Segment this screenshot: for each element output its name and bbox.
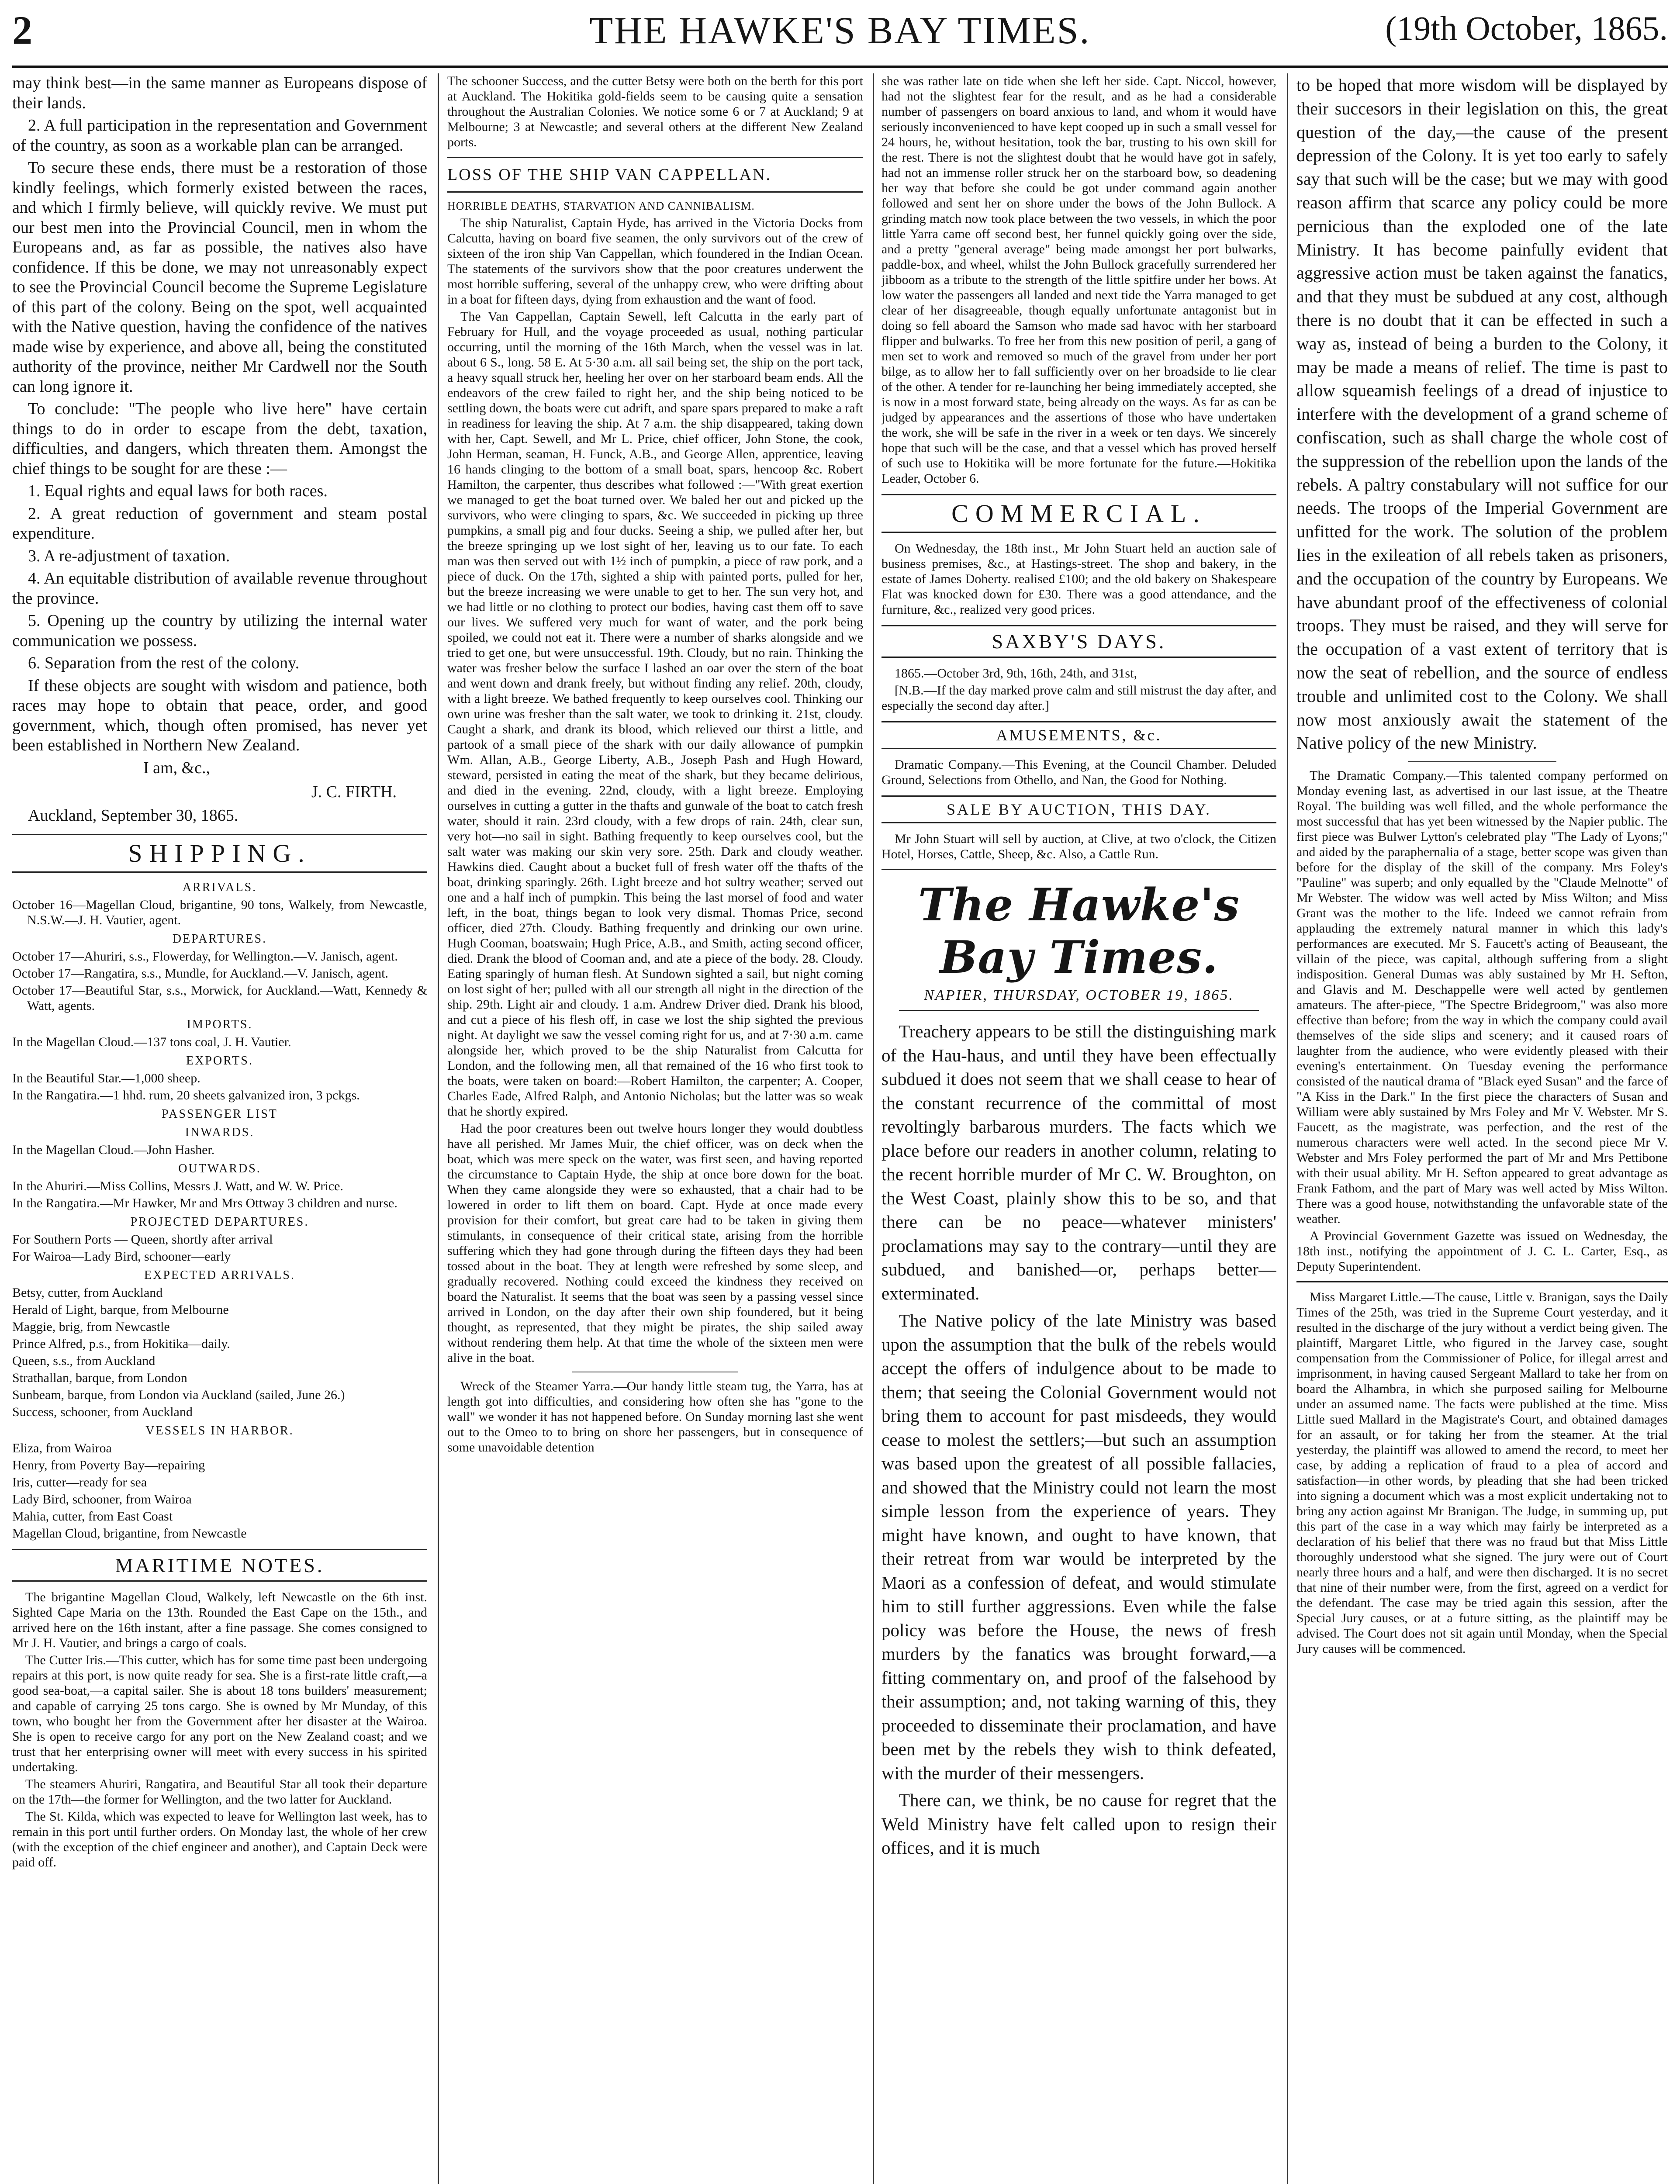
article-text: Miss Margaret Little.—The cause, Little v. Branigan, says the Daily Times of the 25th, was tried in the Supreme Court yesterday, and it resulted in the discharge of the jury without a verdict being given. The plaintiff, Margaret Little, who figured in the Jarvey case, sought compensation from the Commissioner of Police, for illegal arrest and imprisonment, in having caused Sergeant Mallard to take her from on board the Alhambra, in which she purposed sailing for Melbourne under an assumed name. The facts were published at the time. Miss Little sued Mallard in the Magistrate's Court, and obtained damages for an assault, or for taking her from the steamer. At the trial yesterday, the plaintiff was allowed to amend the record, to meet her case, by adding a replication of fraud to a plea of accord and satisfaction—in other words, by pleading that she had been tricked into signing a document which was a most explicit undertaking not to bring any action against Mr Branigan. The Judge, in summing up, put this part of the case in a way which may fairly be interpreted as a declaration of his belief that there was no fraud but that Miss Little thoroughly understood what she signed. The jury were out of Court nearly three hours and a half, and were then discharged. It is no secret that nine of their number were, from the first, agreed on a verdict for the defendant. The case may be tried again this session, after the Special Jury causes, or at a future sitting, as the plaintiff may be advised. The Court does not sit again until Monday, when the Special Jury causes will be commenced. xyxy=(1296,1290,1668,1656)
editorial-text: to be hoped that more wisdom will be displayed by their succesors in their legislation on this, the great question of the day,—the cause of the present depression of the Colony. It is yet too early to safely say that such will be the case; but we may with good reason affirm that scarce any policy could be more pernicious than the exploded one of the late Ministry. It has become painfully evident that aggressive action must be taken against the fanatics, and that they must be subdued at any cost, although there is no doubt that it can be effected in such a way as, instead of being a burden to the Colony, it may be made a means of relief. The time is past to allow squeamish feelings of a dread of injustice to interfere with the development of a grand scheme of confiscation, such as shall charge the whole cost of the suppression of the rebellion upon the lands of the rebels. A paltry constabulary will not suffice for our needs. The troops of the Imperial Government are unfitted for the work. The solution of the problem lies in the exileation of all rebels taken as prisoners, and the occupation of the country by Europeans. We have abundant proof of the effectiveness of colonial troops. They must be raised, and they will serve for the occupation of a vast extent of territory that is now the seat of rebellion, and the source of endless trouble and unlimited cost to the Colony. We shall now most anxiously await the statement of the Native policy of the new Ministry. xyxy=(1296,75,1668,753)
article-text: may think best—in the same manner as Europeans dispose of their lands. xyxy=(12,74,427,112)
shipping-list xyxy=(12,881,427,1541)
editorial-text: There can, we think, be no cause for regret that the Weld Ministry have felt called upon to resign their offices, and it is much xyxy=(881,1790,1276,1858)
shipping-entry: Herald of Light, barque, from Melbourne xyxy=(12,1302,229,1317)
shipping-entry: Sunbeam, barque, from London via Auckland (sailed, June 26.) xyxy=(12,1387,345,1402)
article-text: The Dramatic Company.—This talented company performed on Monday evening last, as advertised in our last issue, at the Theatre Royal. The building was well filled, and the whole performance the most successful that has yet been witnessed by the Napier public. The first piece was Bulwer Lytton's celebrated play "The Lady of Lyons;" and aided by the paraphernalia of a stage, better scope was given than before for the display of the skill of the company. Mrs Foley's "Pauline" was superb; and only equalled by the "Claude Melnotte" of Mr Webster. The widow was well acted by Miss Wilton; and Miss Grant was the mother to the life. Indeed we cannot refrain from applauding the extremely natural manner in which this lady's performances are executed. Mr S. Faucett's acting of Beauseant, the villain of the piece, was capital, although suffering from a slight indisposition. General Dumas was ably sustained by Mr H. Sefton, and Glavis and M. Deschappelle were well acted by gentlemen amateurs. The after-piece, "The Spectre Bridegroom," was also more effective than before; from the way in which the company could avail themselves of the side slips and scenery; and it caused roars of laughter from the audience, who were evidently pleased with their evening's entertainment. On Tuesday evening the performance consisted of the nautical drama of "Black eyed Susan" and the farce of "A Kiss in the Dark." In the first piece the characters of Susan and William were ably sustained by Mrs Foley and Mr V. Webster. Mr S. Faucett, as the magistrate, was perfection, and the rest of the numerous characters were well acted. In the second piece Mr V. Webster and Mrs Foley performed the part of Mr and Mrs Pettibone with their usual ability. Mr H. Sefton appeared to great advantage as Frank Fathom, and the part of Mary was well acted by Miss Wilton. There was a good house, notwithstanding the unfavorable state of the weather. xyxy=(1296,768,1668,1227)
blackletter-title: The Hawke's Bay Times. xyxy=(918,879,1240,984)
list-item: 2. A great reduction of government and steam postal expenditure. xyxy=(12,504,427,543)
shipping-banner: SHIPPING. xyxy=(12,834,427,873)
shipping-entry: October 17—Beautiful Star, s.s., Morwick, for Auckland.—Watt, Kennedy & Watt, agents. xyxy=(12,983,427,1013)
editorial-text: The Native policy of the late Ministry was based upon the assumption that the bulk of the rebels would accept the offers of indulgence about to be made to them; that seeing the Colonial Government would not bring them to account for past misdeeds, they would cease to molest the settlers;—but such an assumption was based upon the greatest of all possible fallacies, and showed that the Ministry could not learn the most simple lesson from the experience of years. They might have known, and ought to have known, that their retreat from war would be interpreted by the Maori as a confession of defeat, and would stimulate him to still further aggressions. Even while the false policy was before the House, the news of fresh murders by the fanatics was brought forward,—a fitting commentary on, and proof of the falsehood by their assumption; and, not taking warning of this, they proceeded to disseminate their proclamation, and have been met by the rebels they wish to think defeated, with the murder of their messengers. xyxy=(881,1310,1276,1783)
newspaper-page xyxy=(12,0,1668,2184)
article-heading: LOSS OF THE SHIP VAN CAPPELLAN. xyxy=(447,166,771,184)
article-text: A Provincial Government Gazette was issued on Wednesday, the 18th inst., notifying the appointment of J. C. L. Carter, Esq., as Deputy Superintendent. xyxy=(1296,1229,1668,1274)
article-text: To conclude: "The people who live here" have certain things to do in order to escape from the debt, taxation, difficulties, and dangers, which threaten them. Amongst the chief things to be sought for are these :— xyxy=(12,400,427,478)
section-rule xyxy=(447,191,863,193)
article-text: Wreck of the Steamer Yarra.—Our handy little steam tug, the Yarra, has at length got into difficulties, and considering how often she has "gone to the wall" we wonder it has not happened before. On Sunday morning last she went out to the Omeo to to bring on shore her passengers, but in consequence of some unavoidable detention xyxy=(447,1379,863,1455)
article-text: Dramatic Company.—This Evening, at the Council Chamber. Deluded Ground, Selections from Othello, and Nan, the Good for Nothing. xyxy=(881,757,1276,787)
list-item: 3. A re-adjustment of taxation. xyxy=(28,546,230,565)
shipping-subhead: PROJECTED DEPARTURES. xyxy=(130,1215,309,1229)
section-rule xyxy=(1408,761,1556,762)
shipping-subhead: EXPORTS. xyxy=(186,1054,253,1068)
section-rule xyxy=(881,869,1276,870)
article-text: 2. A full participation in the representation and Government of the country, as soon as a workable plan can be arranged. xyxy=(12,116,427,155)
shipping-entry: October 17—Ahuriri, s.s., Flowerday, for Wellington.—V. Janisch, agent. xyxy=(12,949,398,964)
article-text: To secure these ends, there must be a restoration of those kindly feelings, which formerly existed between the races, and which I firmly believe, will quickly revive. We must put our best men into the Provincial Council, men in whom the Europeans and, as far as possible, the natives also have confidence. If this be done, we may not unreasonably expect to see the Provincial Council become the Supreme Legislature of this part of the colony. Being on the spot, well acquainted with the Native question, having the confidence of the natives made wise by experience, and above all, being the constituted authority of the province, neither Mr Cardwell nor the South can long ignore it. xyxy=(12,159,427,396)
objects-list xyxy=(12,481,427,674)
shipping-subhead: DEPARTURES. xyxy=(172,932,267,946)
article-text: Had the poor creatures been out twelve hours longer they would doubtless have all perished. Mr James Muir, the chief officer, was on deck when the boat, which was mere speck on the water, was first seen, and having reported the circumstance to Captain Hyde, the ship at once bore down for the boat. When they came alongside they were so exhausted, that a chair had to be lowered in order to lift them on board. Capt. Hyde at once made every provision for their comfort, but great care had to be taken in giving them stimulants, in consequence of their critical state, arising from the horrible suffering which they had gone through during the fifteen days they had been tossed about in the boat. They at length were refreshed by some sleep, and gradually recovered. Nothing could exceed the kindness they received on board the Naturalist. It seems that the boat was seen by a passing vessel since arrived in London, on the day after their own ship foundered, but it being thought, as represented, that they might be pirates, the ship sailed away without rendering them help. At that time the whole of the sixteen men were alive in the boat. xyxy=(447,1121,863,1365)
shipping-entry: Queen, s.s., from Auckland xyxy=(12,1353,156,1368)
shipping-subhead: EXPECTED ARRIVALS. xyxy=(144,1268,295,1282)
article-text: she was rather late on tide when she left her side. Capt. Niccol, however, had not the slightest fear for the result, and as he had a considerable number of passengers on board anxious to land, and whom it would have seriously inconvenienced to have kept cooped up in such a small vessel for 24 hours, he, without hesitation, took the bar, trusting to his own skill for the rest. There is not the slightest doubt that he would have got in safely, had not an immense roller struck her on the starboard bow, so deadening her way that before she could be got under command again another followed and sent her on shore under the bows of the John Bullock. A grinding match now took place between the two vessels, in which the poor little Yarra came off second best, her funnel quickly going over the side, and a pretty "general average" being made amongst her port bulwarks, paddle-box, and wheel, whilst the John Bullock gracefully surrendered her jibboom as a tribute to the strength of the little spitfire under her bows. At low water the passengers all landed and next tide the Yarra managed to get clear of her disagreeable, though equally unfortunate antagonist but in doing so fell aboard the Samson who made sad havoc with her starboard flipper and bulwarks. To free her from this new position of peril, a gang of men set to work and removed so much of the gravel from under her port bilge, as to allow her to fall sufficiently over on her broadside to lie clear of the other. A tender for re-launching her being immediately accepted, she is now in a most forward state, being already on the ways. As far as can be judged by appearances and the assertions of those who have undertaken the work, she will be safe in the river in a week or ten days. We sincerely hope that such will be the case, and that a vessel which has proved herself of such use to Hokitika will be more fortunate for the future.—Hokitika Leader, October 6. xyxy=(881,74,1276,486)
amusements-banner: AMUSEMENTS, &c. xyxy=(881,721,1276,749)
masthead-rule xyxy=(12,66,1668,68)
letter-place: Auckland, September 30, 1865. xyxy=(28,806,239,825)
article-text: On Wednesday, the 18th inst., Mr John Stuart held an auction sale of business premises, &c., at Hastings-street. The shop and bakery, in the estate of James Doherty. realised £100; and the old bakery on Shakespeare Flat was knocked down for £30. There was a good attendance, and the furniture, &c., realized very good prices. xyxy=(881,541,1276,617)
shipping-subhead: VESSELS IN HARBOR. xyxy=(145,1424,294,1438)
shipping-entry: Eliza, from Wairoa xyxy=(12,1441,112,1455)
maritime-note: The St. Kilda, which was expected to leave for Wellington last week, has to remain in this port until further orders. On Monday last, the whole of her crew (with the exception of the chief engineer and another), and Captain Deck were paid off. xyxy=(12,1809,427,1870)
page-number: 2 xyxy=(12,8,32,52)
shipping-entry: Strathallan, barque, from London xyxy=(12,1370,187,1385)
saxby-dates: 1865.—October 3rd, 9th, 16th, 24th, and 31st, xyxy=(895,666,1137,681)
shipping-entry: In the Magellan Cloud.—137 tons coal, J. H. Vautier. xyxy=(12,1034,291,1049)
shipping-entry: In the Ahuriri.—Miss Collins, Messrs J. Watt, and W. W. Price. xyxy=(12,1178,343,1193)
list-item: 4. An equitable distribution of available revenue throughout the province. xyxy=(12,569,427,608)
saxby-banner: SAXBY'S DAYS. xyxy=(881,625,1276,658)
maritime-note: The Cutter Iris.—This cutter, which has for some time past been undergoing repairs at this port, is now quite ready for sea. She is a first-rate little craft,—a good sea-boat,—a capital sailer. She is about 18 tons builders' measurement; and capable of carrying 25 tons cargo. She is owned by Mr Munday, of this town, who bought her from the Government after her disaster at the Wairoa. She is open to receive cargo for any port on the New Zealand coast; and we trust that her enterprising owner will meet with every success in his spirited undertaking. xyxy=(12,1652,427,1774)
column-divider xyxy=(873,73,874,2184)
commercial-banner: COMMERCIAL. xyxy=(881,494,1276,533)
shipping-entry: October 16—Magellan Cloud, brigantine, 90 tons, Walkely, from Newcastle, N.S.W.—J. H. Vautier, agent. xyxy=(12,897,427,927)
shipping-entry: In the Rangatira.—Mr Hawker, Mr and Mrs Ottway 3 children and nurse. xyxy=(12,1196,398,1210)
column-3 xyxy=(881,73,1276,1863)
section-rule xyxy=(447,157,863,158)
article-text: The ship Naturalist, Captain Hyde, has arrived in the Victoria Docks from Calcutta, having on board five seamen, the only survivors out of the crew of sixteen of the iron ship Van Cappellan, which foundered in the Indian Ocean. The statements of the survivors show that the poor creatures underwent the most horrible suffering, several of the unhappy crew, who were drifting about in a boat for fifteen days, dying from exhaustion and the want of food. xyxy=(447,216,863,307)
newspaper-title: THE HAWKE'S BAY TIMES. xyxy=(589,10,1091,52)
maritime-note: The steamers Ahuriri, Rangatira, and Beautiful Star all took their departure on the 17th—the former for Wellington, and the two latter for Auckland. xyxy=(12,1776,427,1807)
shipping-subhead: PASSENGER LIST xyxy=(162,1107,278,1121)
column-divider xyxy=(438,73,439,2184)
article-text: The schooner Success, and the cutter Betsy were both on the berth for this port at Auckland. The Hokitika gold-fields seem to be causing quite a sensation throughout the Australian Colonies. We notice some 6 or 7 at Auckland; 9 at Melbourne; 3 at Newcastle; and several others at the different New Zealand ports. xyxy=(447,74,863,149)
masthead xyxy=(12,0,1668,61)
shipping-entry: October 17—Rangatira, s.s., Mundle, for Auckland.—V. Janisch, agent. xyxy=(12,966,388,981)
section-rule xyxy=(1296,1281,1668,1282)
shipping-entry: Mahia, cutter, from East Coast xyxy=(12,1509,173,1524)
shipping-entry: For Wairoa—Lady Bird, schooner—early xyxy=(12,1249,231,1264)
shipping-entry: Maggie, brig, from Newcastle xyxy=(12,1319,170,1334)
column-2 xyxy=(447,73,863,1457)
maritime-banner: MARITIME NOTES. xyxy=(12,1549,427,1582)
shipping-entry: Success, schooner, from Auckland xyxy=(12,1404,193,1419)
shipping-entry: For Southern Ports — Queen, shortly after arrival xyxy=(12,1232,273,1247)
list-item: 6. Separation from the rest of the colony. xyxy=(28,654,300,672)
list-item: 5. Opening up the country by utilizing the internal water communication we possess. xyxy=(12,612,427,650)
shipping-subhead: INWARDS. xyxy=(185,1125,255,1139)
shipping-entry: In the Magellan Cloud.—John Hasher. xyxy=(12,1142,215,1157)
shipping-entry: Henry, from Poverty Bay—repairing xyxy=(12,1458,205,1472)
letter-signature: J. C. FIRTH. xyxy=(311,783,397,801)
saxby-note: [N.B.—If the day marked prove calm and still mistrust the day after, and especially the second day after.] xyxy=(881,683,1276,713)
column-4 xyxy=(1296,73,1668,1658)
column-1 xyxy=(12,73,427,1872)
shipping-entry: In the Beautiful Star.—1,000 sheep. xyxy=(12,1071,200,1085)
article-text: The Van Cappellan, Captain Sewell, left Calcutta in the early part of February for Hull, and the voyage proceeded as usual, nothing particular occurring, until the morning of the 16th March, when the vessel was in lat. about 6 S., long. 58 E. At 5·30 a.m. all sail being set, the ship on the port tack, a heavy squall struck her, heeling her over on her starboard beam ends. All the endeavors of the crew failed to right her, and the ship being noticed to be settling down, the boats were cut adrift, and spare spars prepared to make a raft in readiness for leaving the ship. At 7 a.m. the ship disappeared, taking down with her, Capt. Sewell, and Mr L. Price, chief officer, John Stone, the cook, John Herman, seaman, H. Funck, A.B., and George Allen, apprentice, leaving 16 hands clinging to the bottom of a small boat, spars, hencoop &c. Robert Hamilton, the carpenter, thus describes what followed :—"With great exertion we managed to get the boat turned over. We baled her out and picked up the survivors, who were clinging to spars, &c. We succeeded in picking up three pumpkins, a small pig and four ducks. Seeing a ship, we pulled after her, but the breeze springing up we lost sight of her, leaving us to our fate. To each man was then served out with 1½ inch of pumpkin, a piece of raw pork, and a piece of duck. On the 17th, sighted a ship with painted ports, pulled for her, but the breeze increasing we were unable to get to her. The sun very hot, and we had little or no clothing to protect our bodies, having cast them off to save our lives. We suffered very much for want of water, and the pork being spoiled, we could not eat it. There were a number of sharks alongside and we tried to get one, but were unsuccessful. 19th. Cloudy, but no rain. Thinking the water was fresher below the surface I lashed an oar over the stern of the boat and went down and drank freely, but without finding any relief. 20th, cloudy, with a light breeze. We bathed frequently to keep ourselves cool. Thinking our own urine was fresher than the salt water, we took to drinking it. 21st, cloudy. Caught a shark, and drank its blood, which relieved our thirst a little, and partook of a small piece of the shark with our daily allowance of pumpkin Wm. Allan, A.B., George Liberty, A.B., Joseph Pash and Hugh Howard, steward, persisted in eating the meat of the shark, but they became delirious, and died in the evening. 22nd, cloudy, with a light breeze. Employing ourselves in cutting a gutter in the thafts and gunwale of the boat to catch fresh water, should it rain. 23rd cloudy, with a few drops of rain. 24th, clear sun, very hot—no sail in sight. Bathing frequently to keep ourselves cool, but the salt water was making our skin very sore. 25th. Dark and cloudy weather. Hawkins died. Caught about a bucket full of fresh water off the thafts of the boat, drinking sparingly. 26th. Light breeze and hot sultry weather; served out one and a half inch of pumpkin. This being the last morsel of food and water left, in the boat, things began to look very dismal. Thomas Price, second officer, died 27th. Cloudy. Bathing frequently and drinking our own urine. Hugh Cooman, boatswain; Hugh Price, A.B., and Smith, acting second officer, died. Drank the blood of Cooman and, and ate a piece of the body. 28. Cloudy. Eating sparingly of human flesh. At Sundown sighted a sail, but night coming on lost sight of her; pulled with all our strength all night in the direction of the ship. 29th. Light air and cloudy. 1 a.m. Andrew Driver died. Drank his blood, and cut a piece of his flesh off, in case we lost the ship sighted the previous night. At daylight we saw the vessel coming right for us, and at 7·30 a.m. came alongside her, which proved to be the ship Naturalist from Calcutta for London, and the following men, all that remained of the 16 who first took to the boats, were taken on board:—Robert Hamilton, the carpenter; A. Cooper, Charles Eade, Alfred Ralph, and Antonio Nicholas; but the latter was so weak that he shortly expired. xyxy=(447,309,863,1119)
column-divider xyxy=(1287,73,1288,2184)
shipping-subhead: IMPORTS. xyxy=(187,1017,253,1031)
shipping-entry: Iris, cutter—ready for sea xyxy=(12,1475,147,1489)
section-rule xyxy=(899,1010,1259,1011)
shipping-entry: In the Rangatira.—1 hhd. rum, 20 sheets galvanized iron, 3 pckgs. xyxy=(12,1088,360,1102)
editorial-text: Treachery appears to be still the distinguishing mark of the Hau-haus, and until they have been effectually subdued it does not seem that we shall cease to hear of the constant recurrence of the committal of most revoltingly barbarous murders. The facts which we place before our readers in another column, relating to the recent horrible murder of Mr C. W. Broughton, on the West Coast, plainly show this to be so, and that there can be no peace—whatever ministers' proclamations may say to the contrary—until they are subdued, and banished—or, perhaps better—exterminated. xyxy=(881,1021,1276,1303)
shipping-entry: Lady Bird, schooner, from Wairoa xyxy=(12,1492,192,1507)
article-subheading: HORRIBLE DEATHS, STARVATION AND CANNIBALISM. xyxy=(447,200,755,212)
shipping-entry: Betsy, cutter, from Auckland xyxy=(12,1285,163,1300)
sale-banner: SALE BY AUCTION, THIS DAY. xyxy=(881,795,1276,823)
shipping-subhead: ARRIVALS. xyxy=(182,880,257,894)
shipping-subhead: OUTWARDS. xyxy=(178,1161,261,1175)
issue-date: (19th October, 1865. xyxy=(1385,9,1668,47)
shipping-entry: Prince Alfred, p.s., from Hokitika—daily. xyxy=(12,1336,230,1351)
letter-closing: I am, &c., xyxy=(143,758,211,777)
editorial-dateline: NAPIER, THURSDAY, OCTOBER 19, 1865. xyxy=(924,987,1234,1003)
shipping-entry: Magellan Cloud, brigantine, from Newcastle xyxy=(12,1526,247,1541)
list-item: 1. Equal rights and equal laws for both races. xyxy=(28,482,328,500)
article-text: Mr John Stuart will sell by auction, at Clive, at two o'clock, the Citizen Hotel, Horses, Cattle, Sheep, &c. Also, a Cattle Run. xyxy=(881,832,1276,861)
article-text: If these objects are sought with wisdom and patience, both races may hope to obtain that peace, order, and good government, which, though often promised, has never yet been established in Northern New Zealand. xyxy=(12,676,427,754)
maritime-note: The brigantine Magellan Cloud, Walkely, left Newcastle on the 6th inst. Sighted Cape Maria on the 13th. Rounded the East Cape on the 15th., and arrived here on the 16th instant, after a fine passage. She comes consigned to Mr J. H. Vautier, and brings a cargo of coals. xyxy=(12,1590,427,1650)
